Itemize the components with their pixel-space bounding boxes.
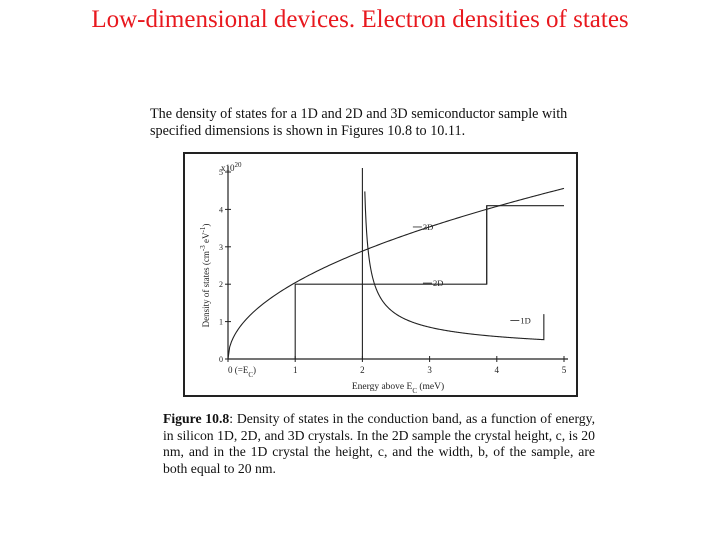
y-tick-label: 2	[219, 280, 223, 290]
x-tick-label: 2	[360, 365, 365, 375]
y-tick-label: 3	[219, 242, 223, 252]
figure-chart	[183, 152, 578, 397]
figure-caption	[163, 411, 595, 477]
x-tick-label: 0 $(=E_C)$	[228, 365, 256, 379]
intro-text	[150, 106, 610, 140]
x-axis-label: Energy above $E_C$ (meV)	[351, 382, 445, 395]
y-tick-label: 1	[219, 317, 223, 327]
series-3d-line	[228, 188, 564, 359]
x-tick-label: 3	[427, 365, 432, 375]
series-1d-line	[365, 191, 544, 339]
intro-line-2: specified dimensions is shown in Figures 10.8 to 10.11.	[150, 123, 466, 139]
y-tick-label: 5	[219, 168, 223, 177]
y-tick-label: 0	[219, 355, 223, 364]
x-tick-label: 5	[561, 365, 567, 375]
y-axis-label: Density of states ($cm^{-3}$ $eV^{-1}$)	[199, 223, 211, 328]
y-tick-label: 4	[219, 205, 223, 215]
figure-caption-text: : Density of states in the conduction band, as a function of energy, in silicon 1D, 2D, and 3D crystals. In the 2D sample the crystal height, c, is 20 nm, and in the 1D crystal the height, c, and the width, b, of the sample, are both equal to 20 nm.	[163, 411, 595, 476]
series-label-3d: 3D	[422, 221, 434, 232]
y-multiplier-label: $x10^{20}$	[221, 161, 242, 173]
slide-title: Low-dimensional devices. Electron densities of states	[91, 6, 629, 33]
intro-line-1: The density of states for a 1D and 2D and 3D semiconductor sample with	[150, 106, 568, 122]
figure-label: Figure 10.8	[163, 411, 230, 426]
series-label-2d: 2D	[432, 278, 444, 289]
density-of-states-chart	[185, 154, 576, 395]
series-label-1d: 1D	[520, 315, 531, 326]
x-tick-label: 4	[494, 365, 500, 375]
x-tick-label: 1	[292, 365, 298, 375]
